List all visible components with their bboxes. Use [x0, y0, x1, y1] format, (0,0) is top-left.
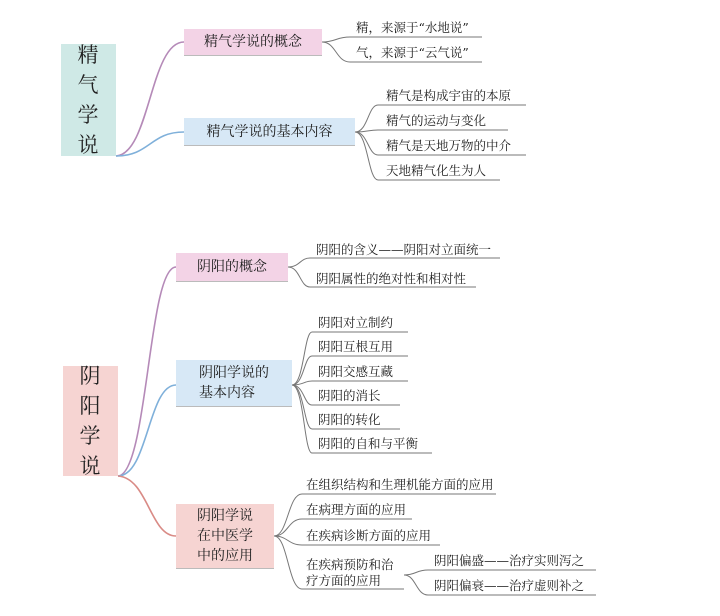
topic-yinyang-content: 阴阳学说的 基本内容 [176, 360, 292, 406]
topic-jingqi-concept: 精气学说的概念 [184, 29, 322, 55]
leaf-yinyang-application-sub-1: 阴阳偏盛——治疗实则泻之 [434, 553, 585, 568]
leaf-line [292, 381, 408, 385]
connector-yinyang-application [118, 476, 176, 536]
leaf-yinyang-application-sub-2: 阴阳偏衰——治疗虚则补之 [434, 578, 585, 593]
leaf-line [355, 130, 508, 132]
connector-yinyang-concept [118, 267, 176, 476]
leaf-jingqi-content-1: 精气是构成宇宙的本原 [386, 88, 512, 103]
root-yinyang: 阴 阳 学 说 [63, 366, 118, 476]
leaf-yinyang-content-3: 阴阳交感互藏 [318, 364, 394, 379]
leaf-yinyang-application-2: 在病理方面的应用 [306, 502, 407, 517]
leaf-yinyang-concept-2: 阴阳属性的绝对性和相对性 [316, 271, 467, 286]
connector-yinyang-content [118, 385, 176, 476]
topic-jingqi-content: 精气学说的基本内容 [184, 118, 355, 145]
leaf-jingqi-concept-2: 气，来源于“云气说” [356, 45, 469, 60]
leaf-yinyang-content-6: 阴阳的自和与平衡 [318, 436, 419, 451]
root-jingqi: 精 气 学 说 [61, 44, 116, 156]
leaf-jingqi-content-2: 精气的运动与变化 [386, 113, 487, 128]
leaf-jingqi-content-4: 天地精气化生为人 [386, 163, 487, 178]
leaf-yinyang-concept-1: 阴阳的含义——阴阳对立面统一 [316, 242, 492, 257]
topic-yinyang-concept: 阴阳的概念 [176, 253, 288, 281]
leaf-line [404, 570, 596, 575]
leaf-yinyang-content-1: 阴阳对立制约 [318, 315, 394, 330]
leaf-yinyang-application-4: 在疾病预防和治 疗方面的应用 [306, 557, 394, 588]
leaf-yinyang-application-3: 在疾病诊断方面的应用 [306, 528, 432, 543]
leaf-jingqi-content-3: 精气是天地万物的中介 [386, 138, 512, 153]
leaf-line [322, 37, 482, 42]
leaf-jingqi-concept-1: 精，来源于“水地说” [356, 20, 469, 35]
connector-jingqi-concept [116, 42, 184, 156]
leaf-yinyang-application-1: 在组织结构和生理机能方面的应用 [306, 477, 494, 492]
leaf-yinyang-content-2: 阴阳互根互用 [318, 339, 394, 354]
leaf-yinyang-content-5: 阴阳的转化 [318, 412, 381, 427]
leaf-line [288, 258, 500, 267]
topic-yinyang-application: 阴阳学说 在中医学 中的应用 [176, 504, 274, 568]
leaf-yinyang-content-4: 阴阳的消长 [318, 388, 381, 403]
